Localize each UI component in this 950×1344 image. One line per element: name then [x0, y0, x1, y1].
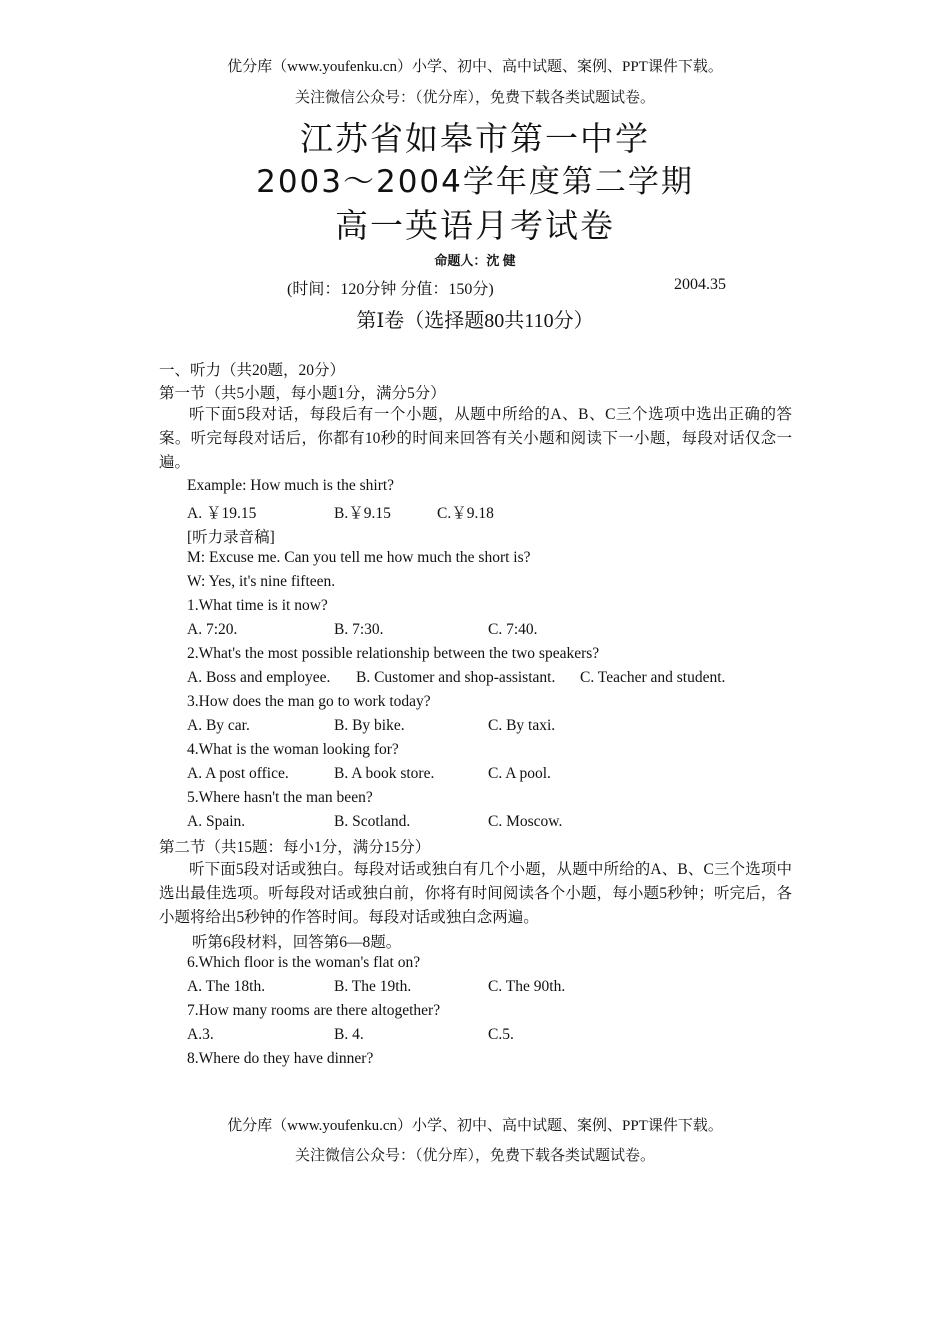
example-option-a: A. ￥19.15 [187, 505, 257, 522]
q4-option-a: A. A post office. [187, 765, 289, 782]
material-6-note: 听第6段材料，回答第6—8题。 [192, 934, 402, 951]
sub2-instructions: 听下面5段对话或独白。每段对话或独白有几个小题，从题中所给的A、B、C三个选项中选出最佳选项。听每段对话或独白前，你将有时间阅读各个小题，每小题5秒钟；听完后，各小题将给出5秒钟的作答时间。每段对话或独白念两遍。 [159, 861, 792, 926]
script-w: W: Yes, it's nine fifteen. [187, 573, 336, 590]
question-4: 4.What is the woman looking for? [187, 741, 399, 758]
section-title: 第Ⅰ卷（选择题80共110分） [356, 310, 594, 332]
time-score-info: (时间：120分钟 分值：150分) [287, 281, 494, 298]
exam-date: 2004.35 [674, 276, 726, 293]
sub1-heading: 第一节（共5小题，每小题1分，满分5分） [159, 385, 446, 402]
question-2: 2.What's the most possible relationship between the two speakers? [187, 645, 600, 662]
q2-option-b: B. Customer and shop-assistant. [356, 669, 556, 686]
question-8: 8.Where do they have dinner? [187, 1050, 374, 1067]
footer-line-1: 优分库（www.youfenku.cn）小学、初中、高中试题、案例、PPT课件下载。 [227, 1118, 723, 1134]
footer-line-2: 关注微信公众号：（优分库），免费下载各类试题试卷。 [294, 1148, 655, 1164]
title-term: 2003～2004学年度第二学期 [256, 164, 694, 200]
header-line-2: 关注微信公众号：（优分库），免费下载各类试题试卷。 [294, 90, 655, 106]
title-exam: 高一英语月考试卷 [335, 206, 615, 245]
sub2-heading: 第二节（共15题：每小1分，满分15分） [159, 839, 431, 856]
question-1: 1.What time is it now? [187, 597, 328, 614]
question-7: 7.How many rooms are there altogether? [187, 1002, 441, 1019]
part1-heading: 一、听力（共20题，20分） [159, 362, 346, 379]
q1-option-c: C. 7:40. [488, 621, 538, 638]
q3-option-c: C. By taxi. [488, 717, 556, 734]
q7-option-a: A.3. [187, 1026, 214, 1043]
q3-option-a: A. By car. [187, 717, 250, 734]
q3-option-b: B. By bike. [334, 717, 405, 734]
example-question: Example: How much is the shirt? [187, 477, 395, 494]
q2-option-a: A. Boss and employee. [187, 669, 331, 686]
sub1-instructions: 听下面5段对话，每段后有一个小题，从题中所给的A、B、C三个选项中选出正确的答案。听完每段对话后，你都有10秒的时间来回答有关小题和阅读下一小题，每段对话仅念一遍。 [159, 406, 792, 471]
question-5: 5.Where hasn't the man been? [187, 789, 373, 806]
question-3: 3.How does the man go to work today? [187, 693, 431, 710]
q5-option-c: C. Moscow. [488, 813, 563, 830]
q5-option-b: B. Scotland. [334, 813, 411, 830]
author-line: 命题人：沈 健 [434, 253, 516, 268]
q4-option-b: B. A book store. [334, 765, 435, 782]
q1-option-a: A. 7:20. [187, 621, 238, 638]
title-school: 江苏省如皋市第一中学 [300, 119, 650, 158]
q7-option-b: B. 4. [334, 1026, 364, 1043]
q6-option-c: C. The 90th. [488, 978, 566, 995]
q5-option-a: A. Spain. [187, 813, 246, 830]
q6-option-a: A. The 18th. [187, 978, 266, 995]
script-label: [听力录音稿] [187, 529, 275, 546]
example-option-b: B.￥9.15 [334, 505, 391, 522]
q6-option-b: B. The 19th. [334, 978, 412, 995]
q4-option-c: C. A pool. [488, 765, 551, 782]
question-6: 6.Which floor is the woman's flat on? [187, 954, 421, 971]
header-line-1: 优分库（www.youfenku.cn）小学、初中、高中试题、案例、PPT课件下载。 [227, 59, 723, 75]
script-m: M: Excuse me. Can you tell me how much the short is? [187, 549, 531, 566]
q1-option-b: B. 7:30. [334, 621, 384, 638]
q2-option-c: C. Teacher and student. [580, 669, 726, 686]
example-option-c: C.￥9.18 [437, 505, 494, 522]
q7-option-c: C.5. [488, 1026, 514, 1043]
